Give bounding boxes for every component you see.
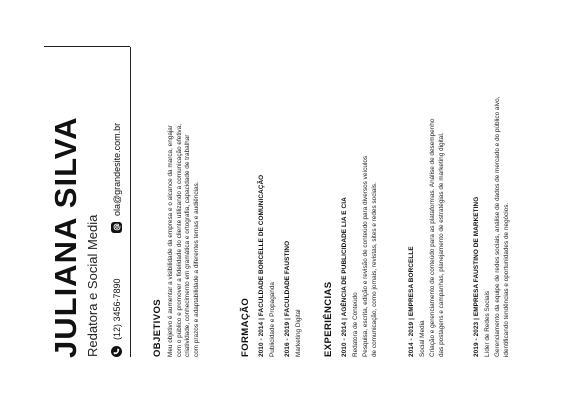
experiencia-description: [494, 97, 511, 357]
objetivos-line: criatividade, conhecimento em gramática e ortografia, capacidade de trabalhar: [184, 134, 192, 357]
at-sign-icon: [111, 222, 122, 233]
experiencia-description: [362, 156, 379, 357]
candidate-name: JULIANA SILVA: [48, 116, 83, 358]
experiencia-line: Criação e gerenciamento de conteúdo para as plataformas. Análise de desempenho: [429, 118, 436, 357]
experiencia-heading: 2010 - 2014 | AGÊNCIA DE PUBLICIDADE LIA E CIA: [341, 197, 348, 357]
objetivos-text: [167, 124, 201, 357]
formacao-heading: 2010 - 2014 | FACULDADE BORCELLE DE COMUNICAÇÃO: [258, 174, 265, 357]
formacao-detail: Publicidade e Propaganda: [269, 282, 276, 357]
experiencia-line: de comunicação, como jornais, revistas, sites e redes sociais.: [370, 182, 378, 357]
phone-number: (12) 3456-7890: [111, 278, 122, 340]
objetivos-line: Meu objetivo é aumentar a visibilidade da empresa e o alcance da marca, engajar: [167, 125, 174, 357]
phone-icon: [111, 346, 122, 357]
header-divider: [130, 47, 131, 357]
candidate-role: Redatora e Social Media: [85, 214, 100, 357]
experiencia-line: identificando tendências e oportunidades de negócios.: [502, 202, 510, 357]
experiencia-role: Social Media: [419, 320, 426, 357]
objetivos-line: com o público e promover a fidelidade do cliente utilizando a comunicação efetiva,: [175, 123, 183, 357]
email-contact: [111, 123, 122, 233]
section-title-objetivos: OBJETIVOS: [152, 299, 163, 357]
formacao-detail: Marketing Digital: [295, 309, 302, 357]
experiencia-heading: 2014 - 2019 | EMPRESA BORCELLE: [408, 246, 415, 357]
section-title-formacao: FORMAÇÃO: [240, 297, 251, 357]
section-title-experiencias: EXPERIÊNCIAS: [323, 281, 334, 357]
phone-contact: [111, 278, 122, 357]
experiencia-description: [429, 119, 446, 357]
formacao-heading: 2016 - 2019 | FACULDADE FAUSTINO: [284, 240, 291, 357]
experiencia-line: Gerenciamento da equipe de redes sociais, análise de dados de mercado e do público alvo,: [494, 96, 501, 357]
experiencia-line: das postagens e campanhas, planejamento de estratégias de marketing digital.: [437, 132, 445, 357]
experiencia-role: Redatora de Conteúdo: [352, 292, 359, 357]
header-side-rule: [44, 46, 130, 47]
experiencia-role: Líder de Redes Sociais: [484, 290, 491, 357]
experiencia-line: Pesquisa, escrita, edição e revisão de conteúdo para diversos veículos: [362, 155, 369, 357]
email-address: ola@grandesite.com.br: [111, 122, 122, 216]
experiencia-heading: 2019 - 2023 | EMPRESA FAUSTINO DE MARKETING: [473, 196, 480, 357]
objetivos-line: com prazos e adaptabilidade a diferentes temas e audiências.: [192, 181, 200, 357]
